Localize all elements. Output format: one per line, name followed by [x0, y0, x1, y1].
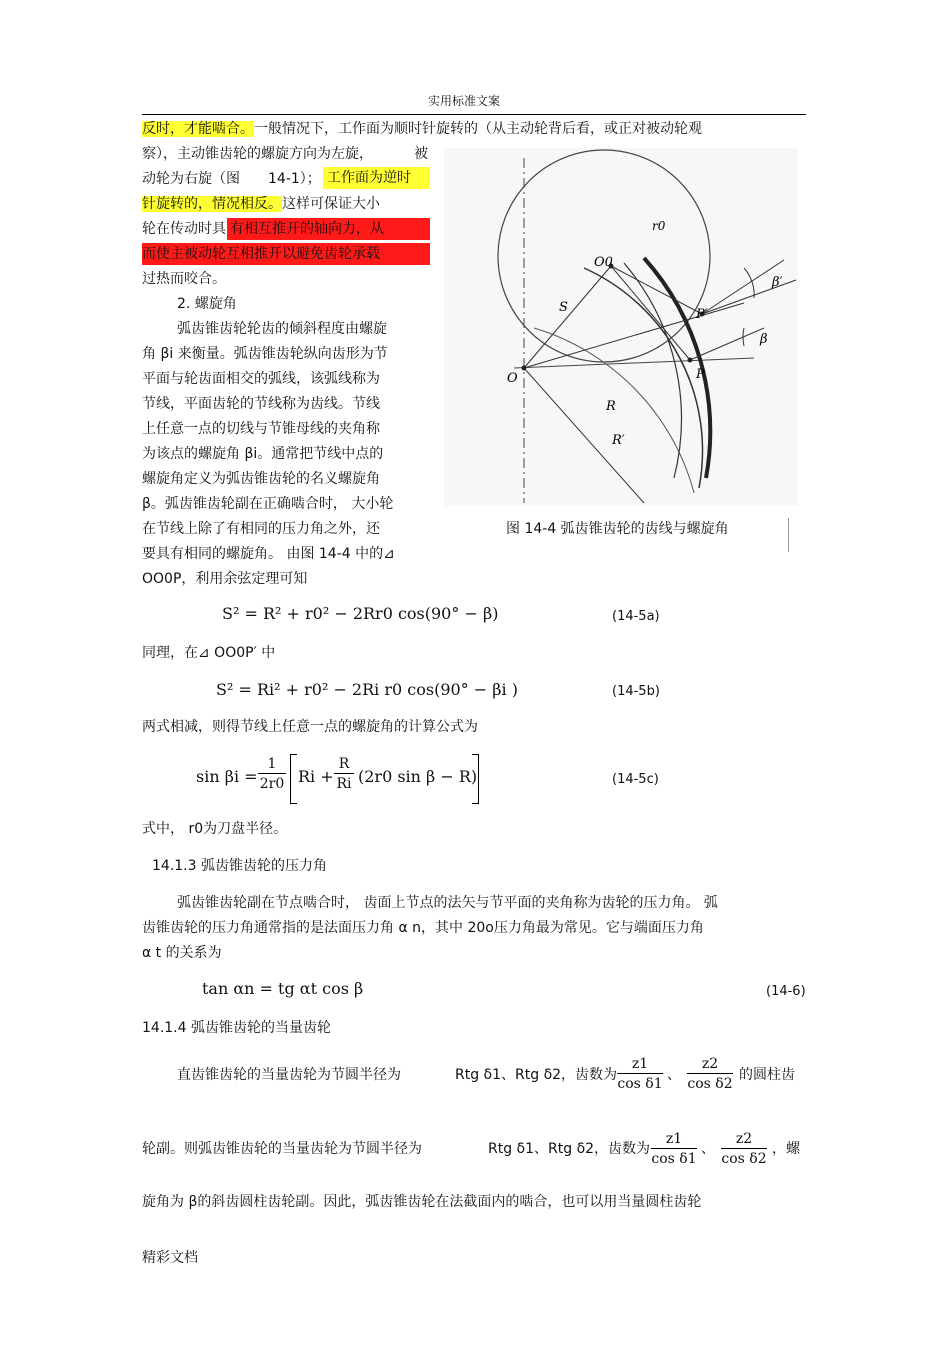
fraction-bar — [617, 1073, 663, 1074]
text-subtract: 两式相减，则得节线上任意一点的螺旋角的计算公式为 — [142, 719, 478, 735]
equation-14-5b: S² = Ri² + r0² − 2Ri r0 cos(90° − βi ) — [216, 680, 518, 699]
sec3-line3: α t 的关系为 — [142, 945, 222, 961]
fraction-denominator: cos δ1 — [651, 1151, 697, 1167]
fraction-numerator: z1 — [665, 1131, 683, 1147]
label-beta: β — [760, 332, 768, 347]
para1-line7: 过热而咬合。 — [142, 271, 226, 287]
text: 一般情况下，工作面为顺时针旋转的（从主动轮背后看，或正对被动轮观 — [254, 121, 702, 137]
fraction — [651, 1131, 697, 1168]
figure-14-4 — [444, 148, 798, 506]
s2-line: 上任意一点的切线与节锥母线的夹角称 — [142, 421, 380, 437]
fraction-bar — [651, 1148, 697, 1149]
fraction-numerator: z1 — [631, 1056, 649, 1072]
fraction — [687, 1056, 733, 1093]
fraction-denominator: cos δ2 — [721, 1151, 767, 1167]
page-footer: 精彩文档 — [142, 1250, 198, 1266]
s2-line: 节线，平面齿轮的节线称为齿线。节线 — [142, 396, 380, 412]
fraction-numerator: 1 — [267, 756, 277, 772]
eq-number: (14-5b) — [612, 684, 660, 699]
highlight-yellow: 针旋转的，情况相反。 — [142, 196, 282, 212]
s2-line: 平面与轮齿面相交的弧线，该弧线称为 — [142, 371, 380, 387]
s2-line: 在节线上除了有相同的压力角之外，还 — [142, 521, 380, 537]
text: 这样可保证大小 — [282, 196, 380, 212]
para1-line6-red: 而使主被动轮互相推开以避免齿轮承载 — [142, 246, 380, 262]
section-title: 14.1.4 弧齿锥齿轮的当量齿轮 — [142, 1020, 331, 1036]
fraction — [617, 1056, 663, 1093]
label-r0: r0 — [652, 219, 666, 233]
s2-line: 为该点的螺旋角 βi。通常把节线中点的 — [142, 446, 384, 462]
text-where: 式中， r0为刀盘半径。 — [142, 821, 288, 837]
eq-number: (14-5a) — [612, 609, 660, 624]
s2-line: β。弧齿锥齿轮副在正确啮合时， 大小轮 — [142, 496, 394, 512]
fraction-denominator: 2r0 — [259, 776, 285, 792]
point-P — [688, 358, 693, 363]
label-P: P — [696, 367, 705, 382]
text-same: 同理，在⊿ OO0P′ 中 — [142, 645, 276, 661]
figure-caption: 图 14-4 弧齿锥齿轮的齿线与螺旋角 — [506, 521, 729, 537]
sec4-line2a: 轮副。则弧齿锥齿轮的当量齿轮为节圆半径为 — [142, 1141, 422, 1157]
para1-line1 — [142, 120, 702, 138]
sec4-line3: 旋角为 β的斜齿圆柱齿轮副。因此，弧齿锥齿轮在法截面内的啮合，也可以用当量圆柱齿轮 — [142, 1194, 702, 1210]
fraction — [258, 756, 286, 793]
para1-line5-red: 有相互推开的轴向力，从 — [230, 221, 384, 237]
highlight-yellow: 反时，才能啮合。 — [142, 121, 254, 137]
para1-line5: 轮在传动时具 — [142, 221, 226, 237]
label-Pp: P′ — [696, 307, 708, 322]
para1-line2-end: 被 — [414, 146, 428, 162]
sec3-line1: 弧齿锥齿轮副在节点啮合时， 齿面上节点的法矢与节平面的夹角称为齿轮的压力角。 弧 — [177, 895, 718, 911]
sec4-line1a: 直齿锥齿轮的当量齿轮为节圆半径为 — [177, 1067, 401, 1083]
para1-line4 — [142, 195, 380, 213]
fraction-denominator: cos δ1 — [617, 1076, 663, 1092]
eq5c-tail: (2r0 sin β − R) — [358, 767, 478, 786]
label-Rp: R′ — [612, 433, 625, 448]
s2-line: 螺旋角定义为弧齿锥齿轮的名义螺旋角 — [142, 471, 380, 487]
fraction-numerator: R — [338, 756, 350, 772]
figure-border — [788, 518, 789, 552]
eq5c-lhs: sin βi = — [196, 767, 258, 786]
fraction-bar — [334, 773, 354, 774]
para1-line3-ref: 14-1）； — [268, 171, 321, 187]
left-bracket — [290, 754, 297, 804]
s2-line: OO0P，利用余弦定理可知 — [142, 571, 308, 587]
sec4-line1b: Rtg δ1、Rtg δ2，齿数为 — [455, 1067, 618, 1083]
header-rule — [142, 114, 806, 115]
figure-background — [444, 148, 798, 506]
point-O — [522, 366, 527, 371]
fraction-bar — [258, 773, 286, 774]
section-title: 14.1.3 弧齿锥齿轮的压力角 — [152, 858, 327, 874]
eq-number: (14-6) — [766, 984, 806, 999]
s2-line: 要具有相同的螺旋角。 由图 14-4 中的⊿ — [142, 546, 395, 562]
sec4-line1c: 的圆柱齿 — [739, 1067, 795, 1083]
sec3-line2: 齿锥齿轮的压力角通常指的是法面压力角 α n，其中 20o压力角最为常见。它与端面压力角 — [142, 920, 704, 936]
sec4-line2c: ，螺 — [772, 1141, 800, 1157]
para1-line3: 动轮为右旋（图 — [142, 171, 240, 187]
equation-14-6: tan αn = tg αt cos β — [202, 979, 364, 998]
label-O: O — [507, 371, 518, 386]
label-O0: O0 — [594, 255, 613, 270]
label-R: R — [606, 399, 616, 414]
page-header: 实用标准文案 — [428, 94, 501, 108]
fraction-denominator: Ri — [336, 776, 352, 792]
fraction-bar — [687, 1073, 733, 1074]
s2-line: 弧齿锥齿轮轮齿的倾斜程度由螺旋 — [177, 321, 387, 337]
right-bracket — [472, 754, 479, 804]
fraction-numerator: z2 — [701, 1056, 719, 1072]
eq-number: (14-5c) — [612, 772, 659, 787]
fraction — [334, 756, 354, 793]
sec4-line2b: Rtg δ1、Rtg δ2，齿数为 — [488, 1141, 651, 1157]
separator: 、 — [667, 1067, 681, 1083]
equation-14-5a: S² = R² + r0² − 2Rr0 cos(90° − β) — [222, 604, 499, 623]
fraction-bar — [721, 1148, 767, 1149]
fraction-numerator: z2 — [735, 1131, 753, 1147]
label-S: S — [559, 300, 568, 315]
label-betap: β′ — [772, 275, 783, 290]
fraction-denominator: cos δ2 — [687, 1076, 733, 1092]
section-title: 2. 螺旋角 — [177, 296, 237, 312]
highlight-yellow: 工作面为逆时 — [323, 167, 430, 189]
eq5c-body: Ri + — [298, 767, 334, 786]
separator: 、 — [701, 1141, 715, 1157]
para1-line2: 察），主动锥齿轮的螺旋方向为左旋， — [142, 146, 373, 162]
s2-line: 角 βi 来衡量。弧齿锥齿轮纵向齿形为节 — [142, 346, 388, 362]
fraction — [721, 1131, 767, 1168]
